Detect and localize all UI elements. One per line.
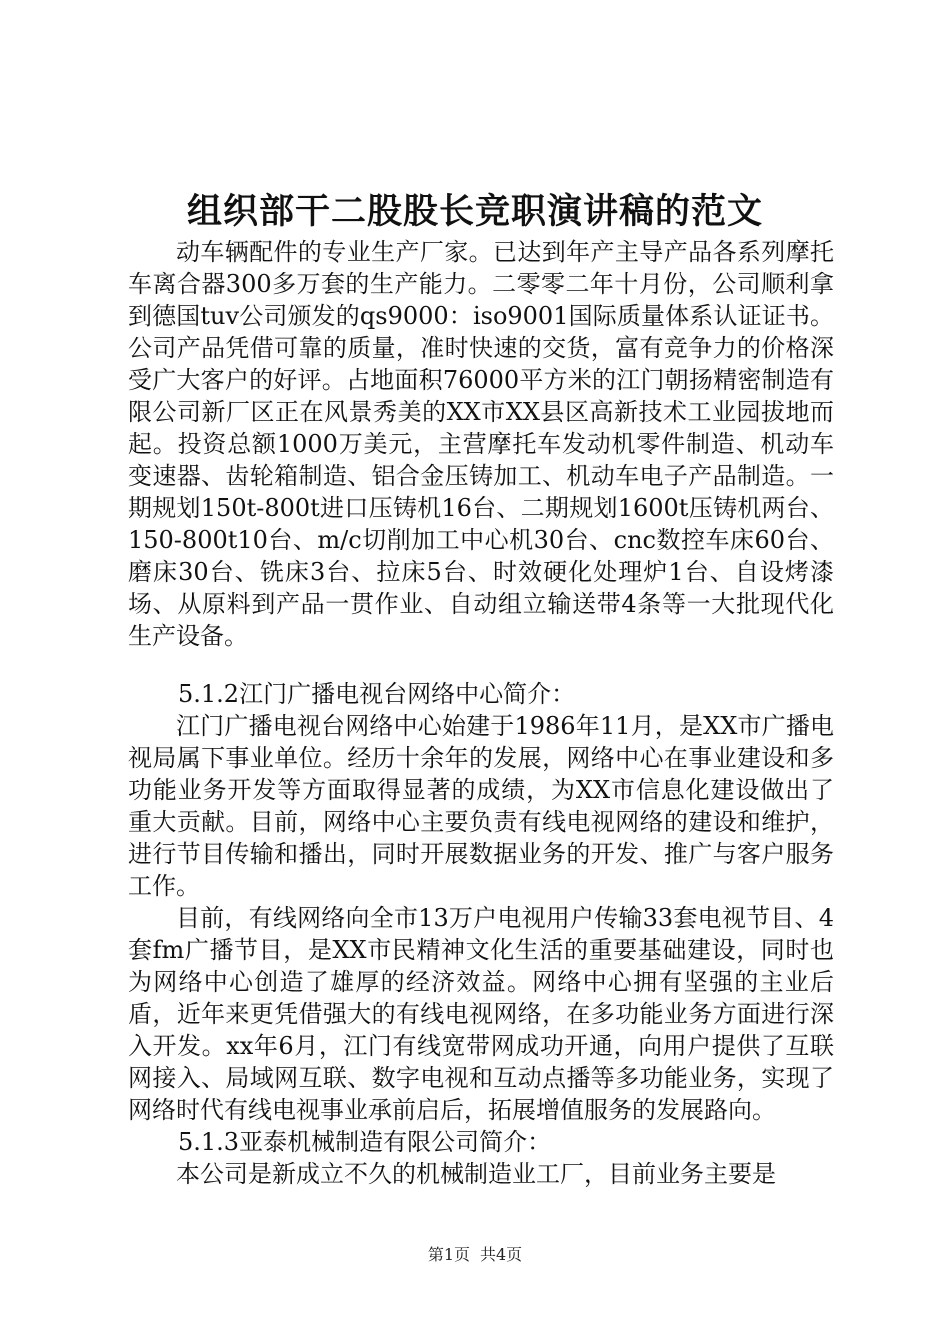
page-footer [0, 1242, 950, 1265]
document-body [128, 236, 834, 1190]
paragraph-network-center-history: 江门广播电视台网络中心始建于1986年11月，是XX市广播电视局属下事业单位。经历十余年的发展，网络中心在事业建设和多功能业务开发等方面取得显著的成绩，为XX市信息化建设做出了重大贡献。目前，网络中心主要负责有线电视网络的建设和维护，进行节目传输和播出，同时开展数据业务的开发、推广与客户服务工作。 [128, 712, 834, 900]
paragraph-yatai-company: 本公司是新成立不久的机械制造业工厂，目前业务主要是 [176, 1160, 776, 1188]
page-number: 第1页 [427, 1245, 470, 1264]
document-title: 组织部干二股股长竞职演讲稿的范文 [186, 192, 763, 232]
page-total: 共4页 [480, 1245, 523, 1264]
section-heading-yatai-company: 5.1.3亚泰机械制造有限公司简介： [178, 1128, 552, 1156]
paragraph-company-equipment: 动车辆配件的专业生产厂家。已达到年产主导产品各系列摩托车离合器300多万套的生产能力。二零零二年十月份，公司顺利拿到德国tuv公司颁发的qs9000：iso9001国际质量体系认证证书。公司产品凭借可靠的质量，准时快速的交货，富有竞争力的价格深受广大客户的好评。占地面积76000平方米的江门朝扬精密制造有限公司新厂区正在风景秀美的XX市XX县区高新技术工业园拔地而起。投资总额1000万美元，主营摩托车发动机零件制造、机动车变速器、齿轮箱制造、铝合金压铸加工、机动车电子产品制造。一期规划150t-800t进口压铸机16台、二期规划1600t压铸机两台、150-800t10台、m/c切削加工中心机30台、cnc数控车床60台、磨床30台、铣床3台、拉床5台、时效硬化处理炉1台、自设烤漆场、从原料到产品一贯作业、自动组立输送带4条等一大批现代化生产设备。 [128, 238, 834, 650]
paragraph-spacer [128, 652, 834, 678]
paragraph-network-center-services: 目前，有线网络向全市13万户电视用户传输33套电视节目、4套fm广播节目，是XX市民精神文化生活的重要基础建设，同时也为网络中心创造了雄厚的经济效益。网络中心拥有坚强的主业后盾，近年来更凭借强大的有线电视网络，在多功能业务方面进行深入开发。xx年6月，江门有线宽带网成功开通，向用户提供了互联网接入、局域网互联、数字电视和互动点播等多功能业务，实现了网络时代有线电视事业承前启后，拓展增值服务的发展路向。 [128, 904, 834, 1124]
section-heading-network-center: 5.1.2江门广播电视台网络中心简介： [178, 680, 576, 708]
